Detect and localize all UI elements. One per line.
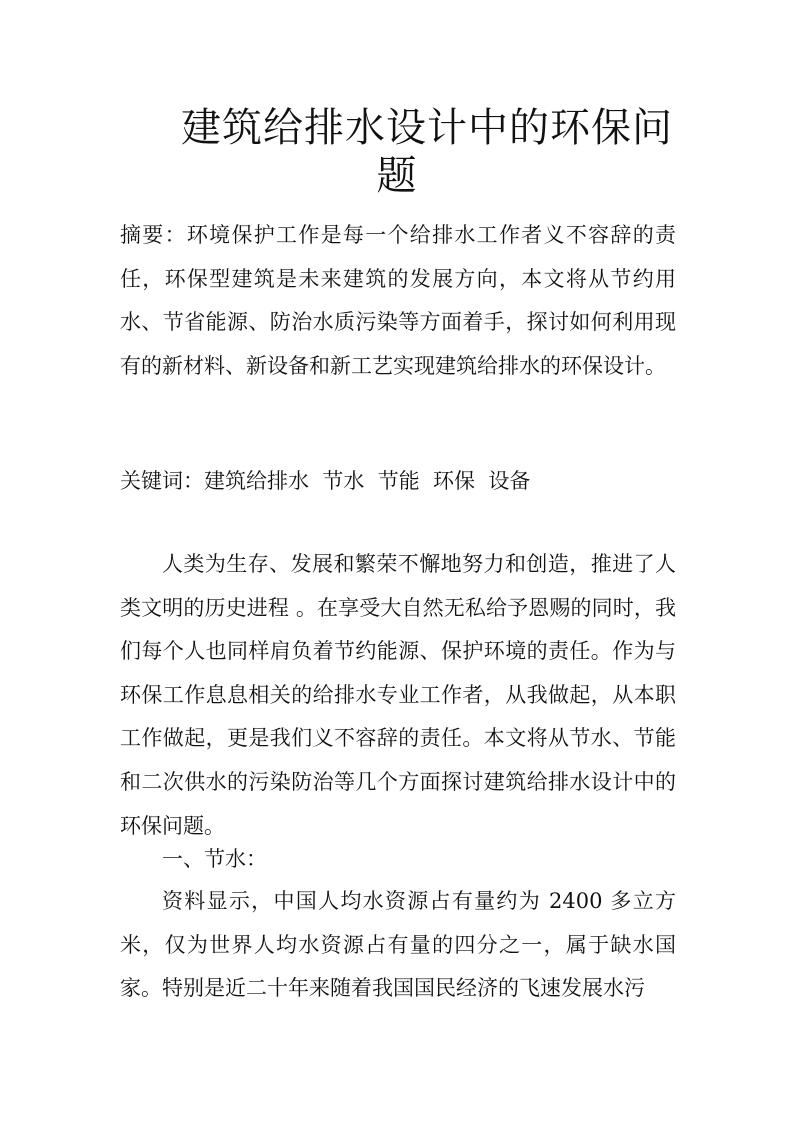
document-title-line-2: 题 [376, 153, 418, 199]
keywords-line: 关键词：建筑给排水 节水 节能 环保 设备 [120, 469, 531, 493]
abstract-paragraph: 摘要：环境保护工作是每一个给排水工作者义不容辞的责任，环保型建筑是未来建筑的发展方向，本文将从节约用水、节省能源、防治水质污染等方面着手，探讨如何利用现有的新材料、新设备和新工艺实现建筑给排水的环保设计。 [120, 223, 676, 378]
water-saving-paragraph: 资料显示，中国人均水资源占有量约为 2400 多立方米，仅为世界人均水资源占有量的四分之一，属于缺水国家。特别是近二十年来随着我国国民经济的飞速发展水污 [120, 889, 676, 1001]
intro-paragraph: 人类为生存、发展和繁荣不懈地努力和创造，推进了人类文明的历史进程 。在享受大自然无私给予恩赐的同时，我们每个人也同样肩负着节约能源、保护环境的责任。作为与环保工作息息相关的给排水专业工作者，从我做起，从本职工作做起，更是我们义不容辞的责任。本文将从节水、节能和二次供水的污染防治等几个方面探讨建筑给排水设计中的环保问题。 [120, 552, 676, 838]
document-title-line-1: 建筑给排水设计中的环保问 [181, 105, 673, 151]
section-heading-water-saving: 一、节水： [162, 847, 267, 871]
